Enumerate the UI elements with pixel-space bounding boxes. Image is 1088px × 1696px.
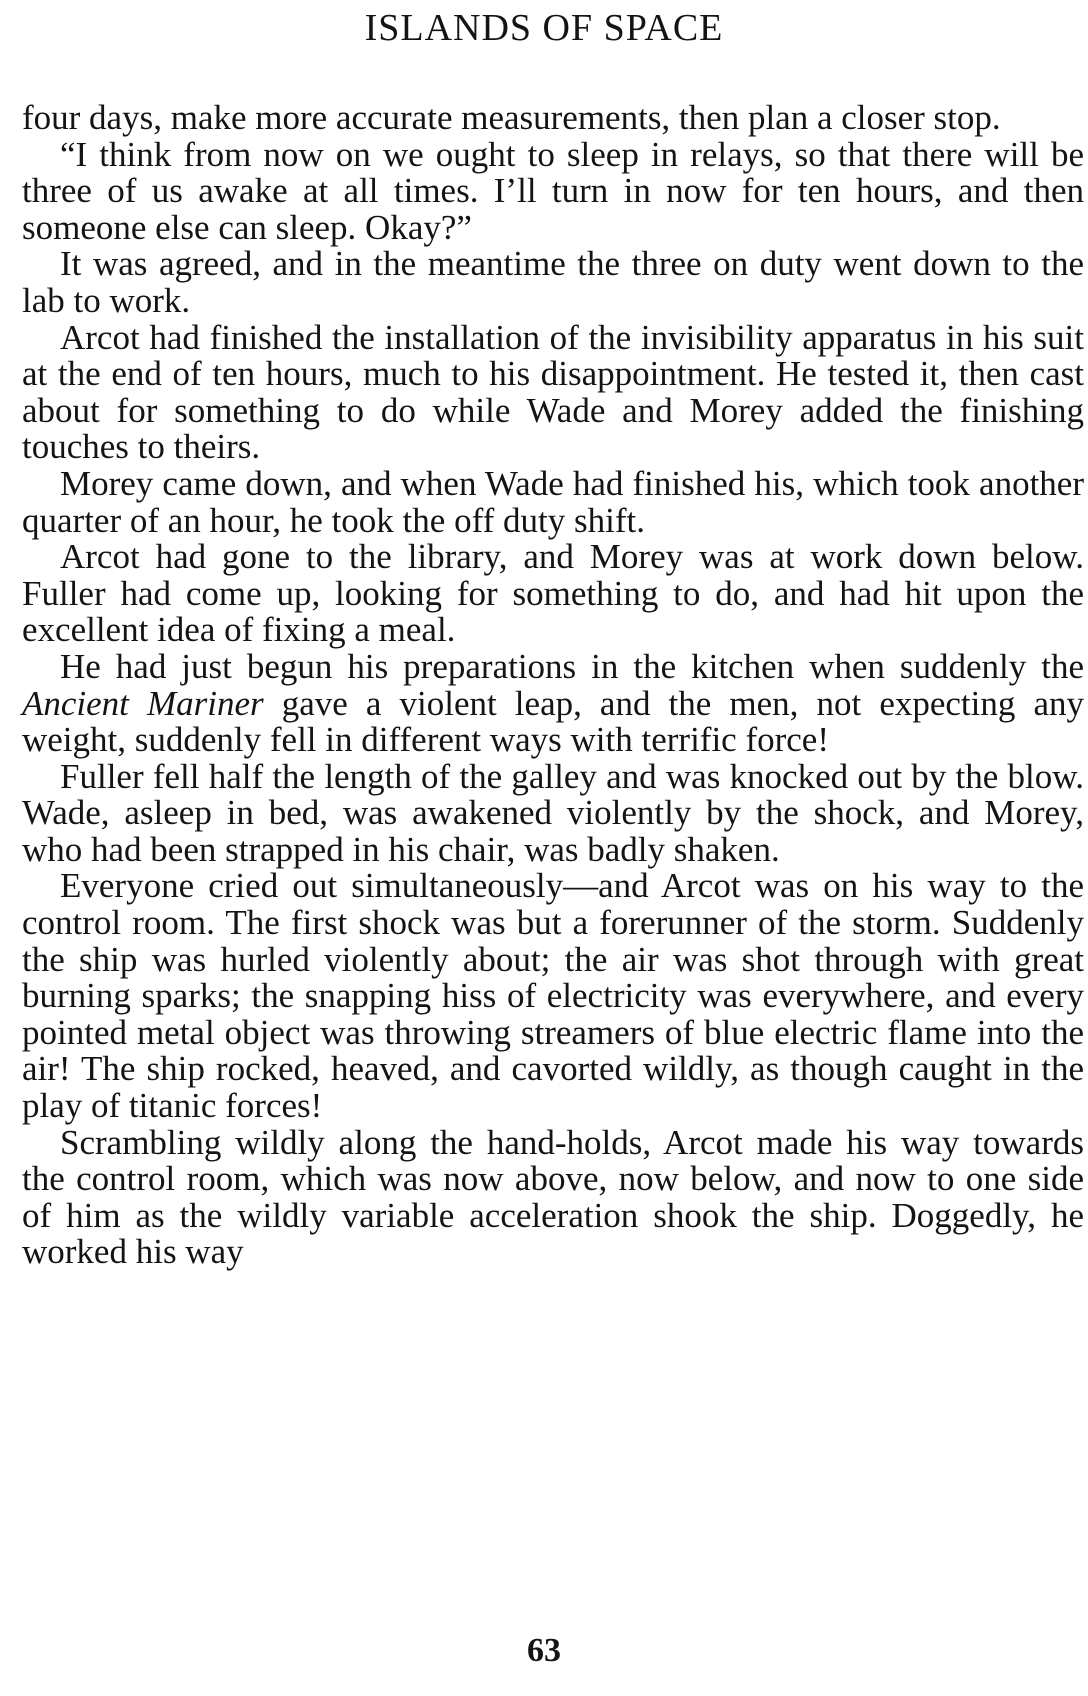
paragraph-library: Arcot had gone to the library, and Morey was at work down below. Fuller had come up, looking for something to do, and had hit upon the excellent idea of fixing a meal. — [22, 537, 1084, 650]
ship-name-italic: Ancient Mariner — [22, 683, 264, 723]
paragraph-invisibility-apparatus: Arcot had finished the installation of the invisibility apparatus in his suit at the end of ten hours, much to his disappointment. He tested it, then cast about for something to do while Wade and Morey added the finishing touches to theirs. — [22, 317, 1084, 467]
paragraph-text-before: He had just begun his preparations in the kitchen when suddenly the — [60, 646, 1084, 686]
paragraph-continuation: four days, make more accurate measurements, then plan a closer stop. — [22, 98, 1001, 137]
running-title: ISLANDS OF SPACE — [364, 7, 724, 49]
paragraph-agreed: It was agreed, and in the meantime the three on duty went down to the lab to work. — [22, 244, 1084, 320]
body-text — [22, 100, 1084, 1271]
paragraph-scrambling: Scrambling wildly along the hand-holds, Arcot made his way towards the control room, which was now above, now below, and now to one side of him as the wildly variable acceleration shook the ship. Doggedly, he worked his way — [22, 1122, 1084, 1272]
paragraph-text-after: gave a violent leap, and the men, not expecting any weight, suddenly fell in different ways with terrific force! — [22, 683, 1084, 760]
paragraph-off-duty-shift: Morey came down, and when Wade had finished his, which took another quarter of an hour, he took the off duty shift. — [22, 463, 1084, 540]
paragraph-fuller-fell: Fuller fell half the length of the galley and was knocked out by the blow. Wade, asleep in bed, was awakened violently by the shock, and Morey, who had been strapped in his chair, was badly shaken. — [22, 756, 1084, 869]
page-number: 63 — [527, 1632, 561, 1669]
paragraph-sleep-relays: “I think from now on we ought to sleep in relays, so that there will be three of us awake at all times. I’ll turn in now for ten hours, and then someone else can sleep. Okay?” — [22, 134, 1084, 247]
paragraph-storm: Everyone cried out simultaneously—and Arcot was on his way to the control room. The first shock was but a forerunner of the storm. Suddenly the ship was hurled violently about; the air was shot through with great burning sparks; the snapping hiss of electricity was everywhere, and every pointed metal object was throwing streamers of blue electric flame into the air! The ship rocked, heaved, and cavorted wildly, as though caught in the play of titanic forces! — [22, 866, 1084, 1126]
paragraph-violent-leap — [22, 646, 1084, 760]
